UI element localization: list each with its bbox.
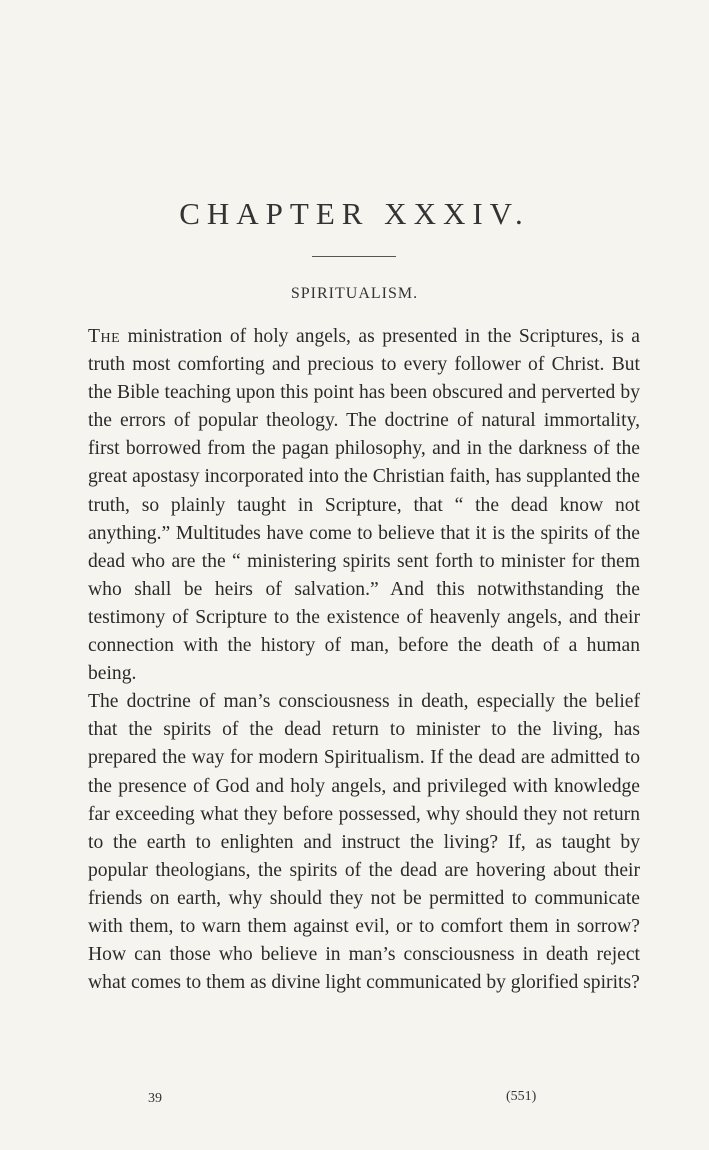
body-text [88, 323, 640, 997]
paragraph-1 [88, 323, 640, 688]
paragraph-1-text: ministration of holy angels, as presented in the Scriptures, is a truth most comforting and precious to every follower of Christ. But the Bible teaching upon this point has been obscured and perverted by the errors of popular theology. The doctrine of natural immortality, first borrowed from the pagan philosophy, and in the darkness of the great apostasy incorporated into the Christian faith, has supplanted the truth, so plainly taught in Scripture, that “ the dead know not anything.” Multitudes have come to believe that it is the spirits of the dead who are the “ ministering spirits sent forth to minister for them who shall be heirs of salvation.” And this notwithstanding the testimony of Scripture to the existence of heavenly angels, and their connection with the history of man, before the death of a human being. [88, 326, 640, 685]
chapter-title: CHAPTER XXXIV. [179, 196, 530, 231]
paragraph-2-text: The doctrine of man’s consciousness in death, especially the belief that the spirits of the dead return to minister to the living, has prepared the way for modern Spiritualism. If the dead are admitted to the presence of God and holy angels, and privileged with knowledge far exceeding what they before possessed, why should they not return to the earth to enlighten and instruct the living? If, as taught by popular theologians, the spirits of the dead are hovering about their friends on earth, why should they not be permitted to communicate with them, to warn them against evil, or to comfort them in sorrow? How can those who believe in man’s consciousness in death reject what comes to them as divine light communicated by glorified spirits? [88, 691, 640, 994]
page-number: (551) [506, 1089, 537, 1104]
section-title: SPIRITUALISM. [290, 285, 419, 302]
signature-mark: 39 [148, 1091, 162, 1106]
paragraph-2 [88, 688, 640, 997]
title-divider [312, 256, 396, 257]
paragraph-1-first-word: The [88, 326, 121, 347]
